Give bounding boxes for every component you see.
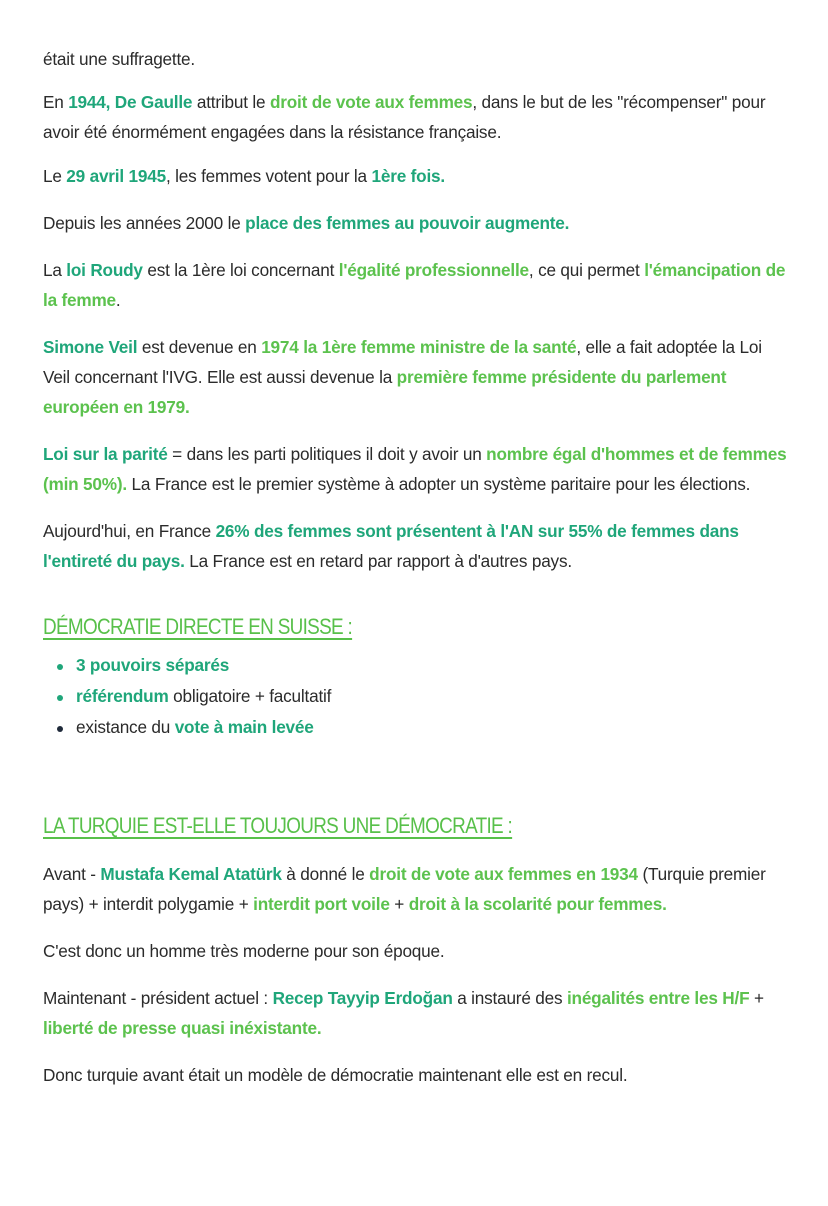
paragraph-de-gaulle: En 1944, De Gaulle attribut le droit de vote aux femmes, dans le but de les "récompenser" pour avoir été énormément engagées dans la résistance française. xyxy=(43,92,766,142)
list-suisse xyxy=(43,650,788,743)
highlight-liberte-presse: liberté de presse quasi inéxistante. xyxy=(43,1018,322,1038)
highlight-loi-roudy: loi Roudy xyxy=(66,260,143,280)
highlight-interdit-voile: interdit port voile xyxy=(253,894,390,914)
document-page xyxy=(43,44,788,1090)
paragraph-conclusion: Donc turquie avant était un modèle de démocratie maintenant elle est en recul. xyxy=(43,1065,628,1085)
paragraph-erdogan: Maintenant - président actuel : Recep Tayyip Erdoğan a instauré des inégalités entre les H/F + liberté de presse quasi inéxistante. xyxy=(43,988,764,1038)
highlight-29-avril: 29 avril 1945 xyxy=(66,166,166,186)
paragraph-loi-roudy: La loi Roudy est la 1ère loi concernant l'égalité professionnelle, ce qui permet l'émancipation de la femme. xyxy=(43,260,786,310)
highlight-ministre-sante: 1974 la 1ère femme ministre de la santé xyxy=(261,337,577,357)
list-item: 3 pouvoirs séparés xyxy=(43,650,788,681)
list-item: référendum obligatoire + facultatif xyxy=(43,681,788,712)
highlight-loi-parite: Loi sur la parité xyxy=(43,444,168,464)
highlight-egalite-pro: l'égalité professionnelle xyxy=(338,260,529,280)
highlight-inegalites: inégalités entre les H/F xyxy=(566,988,750,1008)
paragraph-annees-2000: Depuis les années 2000 le place des femmes au pouvoir augmente. xyxy=(43,213,570,233)
highlight-emancipation: l'émancipation de la femme xyxy=(43,260,786,310)
paragraph-homme-moderne: C'est donc un homme très moderne pour son époque. xyxy=(43,941,445,961)
highlight-26-pourcent: 26% des femmes sont présentent à l'AN sur 55% de femmes dans l'entireté du pays. xyxy=(43,521,739,571)
highlight-ataturk: Mustafa Kemal Atatürk xyxy=(100,864,282,884)
paragraph-suffragette: était une suffragette. xyxy=(43,49,195,69)
bullet-icon xyxy=(57,726,63,732)
paragraph-simone-veil: Simone Veil est devenue en 1974 la 1ère femme ministre de la santé, elle a fait adoptée la Loi Veil concernant l'IVG. Elle est aussi devenue la première femme présidente du parlement européen en 1979. xyxy=(43,337,762,417)
highlight-scolarite: droit à la scolarité pour femmes. xyxy=(408,894,667,914)
highlight-simone-veil: Simone Veil xyxy=(43,337,138,357)
highlight-droit-vote: droit de vote aux femmes xyxy=(269,92,473,112)
paragraph-1945: Le 29 avril 1945, les femmes votent pour la 1ère fois. xyxy=(43,166,445,186)
bullet-icon xyxy=(57,664,63,670)
highlight-droit-vote-1934: droit de vote aux femmes en 1934 xyxy=(369,864,638,884)
highlight-nombre-egal: nombre égal d'hommes et de femmes (min 50%). xyxy=(43,444,787,494)
highlight-parlement-europeen: première femme présidente du parlement européen en 1979. xyxy=(43,367,727,417)
highlight-1ere-fois: 1ère fois. xyxy=(371,166,445,186)
paragraph-loi-parite: Loi sur la parité = dans les parti politiques il doit y avoir un nombre égal d'hommes et de femmes (min 50%). La France est le premier système à adopter un système paritaire pour les élections. xyxy=(43,444,787,494)
heading-democratie-suisse: DÉMOCRATIE DIRECTE EN SUISSE : xyxy=(43,614,353,639)
bullet-icon xyxy=(57,695,63,701)
list-item: existance du vote à main levée xyxy=(43,712,788,743)
highlight-erdogan: Recep Tayyip Erdoğan xyxy=(272,988,453,1008)
highlight-de-gaulle: 1944, De Gaulle xyxy=(68,92,193,112)
heading-turquie: LA TURQUIE EST-ELLE TOUJOURS UNE DÉMOCRATIE : xyxy=(43,813,513,838)
highlight-place-femmes: place des femmes au pouvoir augmente. xyxy=(245,213,570,233)
paragraph-aujourdhui: Aujourd'hui, en France 26% des femmes sont présentent à l'AN sur 55% de femmes dans l'entireté du pays. La France est en retard par rapport à d'autres pays. xyxy=(43,521,739,571)
paragraph-ataturk: Avant - Mustafa Kemal Atatürk à donné le droit de vote aux femmes en 1934 (Turquie premier pays) + interdit polygamie + interdit port voile + droit à la scolarité pour femmes. xyxy=(43,864,766,914)
